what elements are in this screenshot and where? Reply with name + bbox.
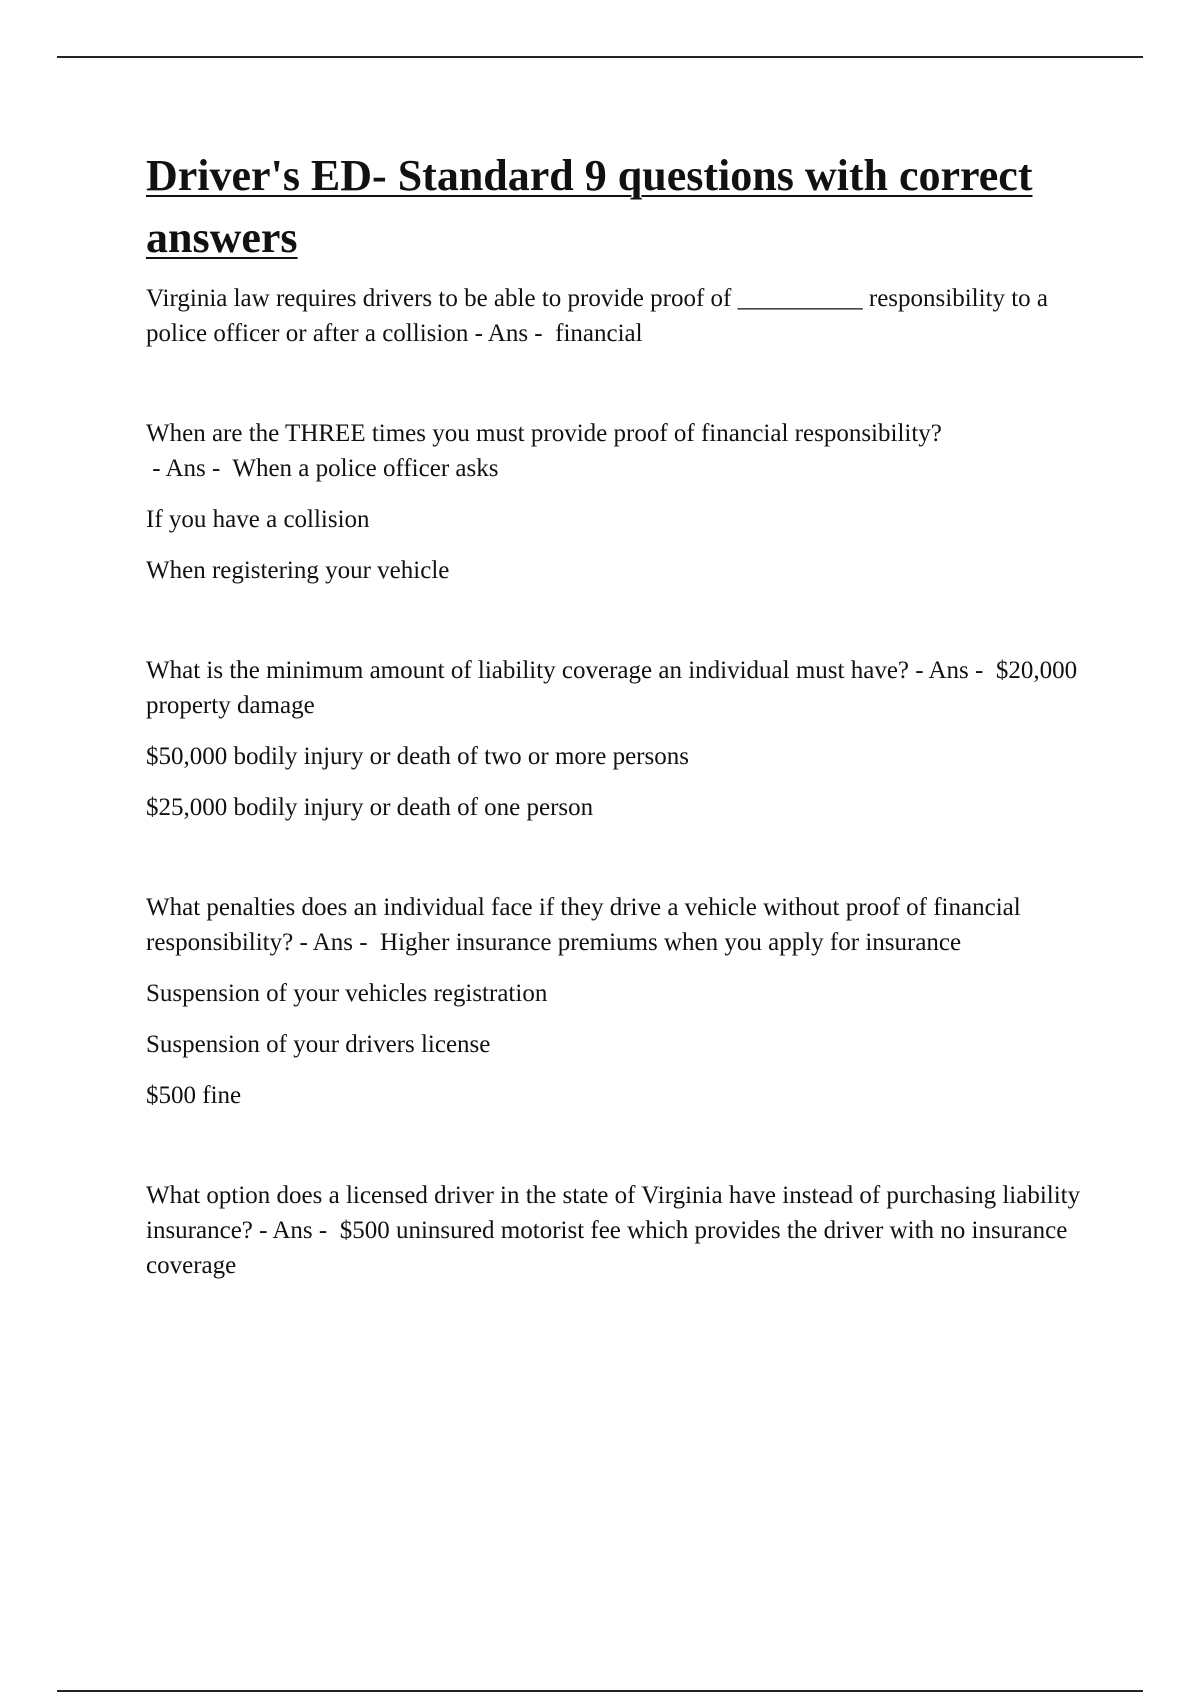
qa-item: [146, 890, 1086, 1113]
qa-question-answer: [146, 653, 1086, 723]
qa-question-answer: [146, 890, 1086, 960]
answer-line: Suspension of your vehicles registration: [146, 980, 548, 1007]
footer-rule: [57, 1690, 1143, 1692]
answer-separator: - Ans -: [468, 320, 556, 347]
answer-separator: - Ans -: [293, 929, 381, 956]
answer-line: Suspension of your drivers license: [146, 1031, 491, 1058]
answer-line: $25,000 bodily injury or death of one person: [146, 794, 594, 821]
answer-text: $20,000 property damage: [146, 657, 1078, 719]
qa-question-answer: [146, 1178, 1086, 1283]
qa-question-answer: [146, 281, 1086, 351]
answer-line: $500 fine: [146, 1082, 242, 1109]
qa-item: [146, 416, 1086, 588]
qa-question-answer: [146, 416, 1086, 486]
answer-text: $500 uninsured motorist fee which provides the driver with no insurance coverage: [146, 1217, 1068, 1279]
answer-text: When a police officer asks: [232, 455, 499, 482]
answer-separator: - Ans -: [909, 657, 996, 684]
answer-text: financial: [555, 320, 643, 347]
question-text: When are the THREE times you must provide proof of financial responsibility?: [146, 420, 942, 447]
document-title: Driver's ED- Standard 9 questions with correct answers: [146, 151, 1033, 262]
question-text: What penalties does an individual face if they drive a vehicle without proof of financial responsibility?: [146, 894, 1021, 956]
answer-line: $50,000 bodily injury or death of two or more persons: [146, 743, 689, 770]
qa-item: [146, 653, 1086, 825]
question-text: What option does a licensed driver in the state of Virginia have instead of purchasing liability insurance?: [146, 1182, 1081, 1244]
answer-line: If you have a collision: [146, 506, 370, 533]
document-body: [146, 145, 1086, 1283]
qa-item: [146, 1178, 1086, 1283]
header-rule: [57, 56, 1143, 58]
answer-separator: - Ans -: [146, 455, 233, 482]
qa-item: [146, 281, 1086, 351]
question-text: Virginia law requires drivers to be able to provide proof of __________ responsibility to a police officer or after a collision: [146, 285, 1049, 347]
answer-line: When registering your vehicle: [146, 557, 450, 584]
answer-text: Higher insurance premiums when you apply for insurance: [380, 929, 962, 956]
question-text: What is the minimum amount of liability coverage an individual must have?: [146, 657, 910, 684]
answer-separator: - Ans -: [252, 1217, 340, 1244]
